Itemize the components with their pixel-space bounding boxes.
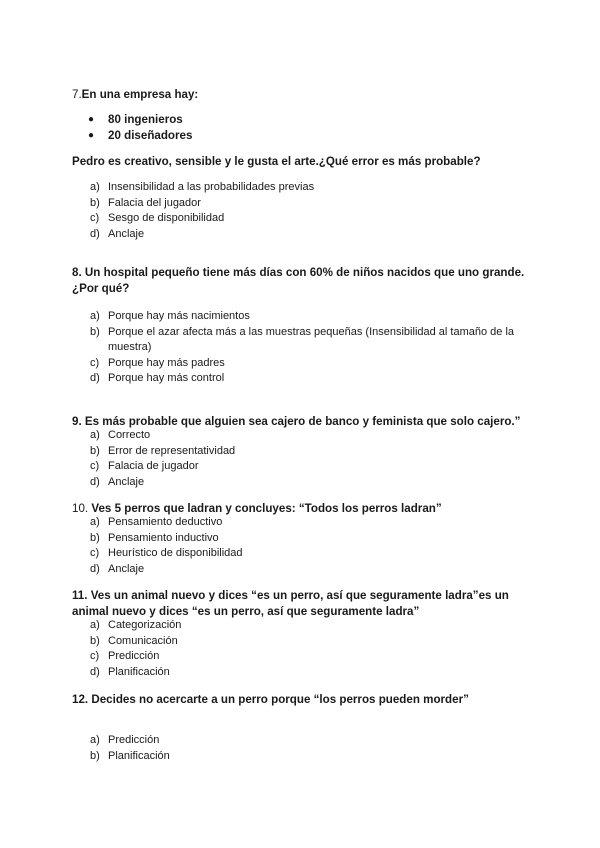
- question-10-options: [72, 515, 532, 577]
- option-item: [72, 428, 532, 444]
- option-letter: d): [90, 562, 100, 575]
- option-text: Heurístico de disponibilidad: [108, 547, 243, 559]
- question-7-sub-question: [72, 154, 532, 170]
- option-text: Sesgo de disponibilidad: [108, 212, 225, 224]
- question-7-number: 7.: [72, 88, 82, 101]
- option-text: Insensibilidad a las probabilidades previas: [108, 181, 315, 193]
- option-item: [72, 475, 532, 491]
- question-7-bullets: [72, 112, 532, 144]
- option-text: Error de representatividad: [108, 444, 236, 457]
- option-item: [72, 444, 532, 460]
- option-text: Porque hay más nacimientos: [108, 310, 250, 322]
- sub-question-text: Pedro es creativo, sensible y le gusta el arte.¿Qué error es más probable?: [72, 155, 481, 168]
- option-letter: d): [90, 372, 100, 384]
- option-letter: d): [90, 475, 100, 488]
- question-10-number: 10.: [72, 502, 89, 515]
- option-letter: b): [90, 634, 100, 647]
- question-12-options: [72, 733, 532, 764]
- bullet-text: 20 diseñadores: [108, 129, 193, 142]
- option-item: [72, 665, 532, 681]
- bullet-icon: ●: [88, 114, 95, 125]
- option-item: [72, 531, 532, 547]
- option-letter: c): [90, 547, 100, 559]
- question-7-title-text: En una empresa hay:: [81, 88, 199, 101]
- option-letter: a): [90, 310, 100, 322]
- option-item: [72, 515, 532, 531]
- option-item: [72, 371, 532, 387]
- option-item: [72, 227, 532, 243]
- bullet-text: 80 ingenieros: [108, 113, 183, 126]
- option-letter: c): [90, 212, 100, 224]
- option-letter: a): [90, 619, 100, 631]
- option-item: [72, 211, 532, 227]
- option-letter: a): [90, 516, 100, 528]
- option-text: Predicción: [108, 734, 160, 746]
- option-item: [72, 325, 532, 356]
- option-item: [72, 749, 532, 765]
- bullet-item: [72, 112, 532, 128]
- option-text: Categorización: [108, 619, 182, 631]
- question-12-title: 12. Decides no acercarte a un perro porque “los perros pueden morder”: [72, 693, 469, 706]
- question-8-options: [72, 309, 532, 387]
- question-8: [72, 265, 532, 297]
- option-item: [72, 618, 532, 634]
- option-letter: c): [90, 460, 100, 472]
- option-letter: a): [90, 734, 100, 746]
- question-8-title: [72, 265, 532, 297]
- question-11-title: [72, 588, 532, 620]
- option-text: Falacia del jugador: [108, 196, 201, 209]
- option-letter: c): [90, 650, 100, 662]
- option-letter: b): [90, 749, 100, 762]
- question-11: [72, 588, 532, 620]
- question-11-title-line-2: animal nuevo y dices “es un perro, así que seguramente ladra”: [72, 605, 420, 618]
- option-text: Porque hay más control: [108, 372, 225, 384]
- option-letter: d): [90, 227, 100, 240]
- question-7-options: [72, 180, 532, 242]
- bullet-item: [72, 128, 532, 144]
- option-item: [72, 309, 532, 325]
- option-text: Planificación: [108, 665, 170, 678]
- question-9-options: [72, 428, 532, 490]
- question-9-title: 9. Es más probable que alguien sea cajero de banco y feminista que solo cajero.”: [72, 415, 521, 428]
- option-item: [72, 356, 532, 372]
- option-text: Correcto: [108, 429, 151, 441]
- option-item: [72, 562, 532, 578]
- question-7: [72, 87, 532, 103]
- option-text: Anclaje: [108, 227, 145, 240]
- option-letter: b): [90, 196, 100, 209]
- option-text: Predicción: [108, 650, 160, 662]
- option-text: Falacia de jugador: [108, 460, 199, 472]
- option-text: Porque hay más padres: [108, 356, 225, 369]
- question-10-title-text: Ves 5 perros que ladran y concluyes: “Todos los perros ladran”: [91, 502, 442, 515]
- question-7-title: [72, 87, 532, 103]
- option-text: Comunicación: [108, 634, 178, 647]
- bullet-icon: ●: [88, 130, 95, 141]
- option-text: Planificación: [108, 749, 170, 762]
- option-letter: d): [90, 665, 100, 678]
- option-item: [72, 733, 532, 749]
- question-8-title-line-2: ¿Por qué?: [72, 282, 130, 295]
- question-11-title-line-1: 11. Ves un animal nuevo y dices “es un perro, así que seguramente ladra”es un: [72, 589, 509, 602]
- option-letter: b): [90, 325, 100, 338]
- option-text: Anclaje: [108, 562, 145, 575]
- question-12: [72, 692, 532, 708]
- option-letter: c): [90, 356, 100, 369]
- option-letter: b): [90, 531, 100, 544]
- option-item: [72, 196, 532, 212]
- option-item: [72, 634, 532, 650]
- option-text: Pensamiento inductivo: [108, 531, 219, 544]
- option-text: Anclaje: [108, 475, 145, 488]
- option-letter: b): [90, 444, 100, 457]
- option-item: [72, 649, 532, 665]
- question-8-title-line-1: 8. Un hospital pequeño tiene más días con 60% de niños nacidos que uno grande.: [72, 266, 525, 279]
- option-text: Porque el azar afecta más a las muestras pequeñas (Insensibilidad al tamaño de la muestra): [108, 325, 515, 353]
- option-letter: a): [90, 429, 100, 441]
- option-item: [72, 546, 532, 562]
- option-letter: a): [90, 181, 100, 193]
- option-text: Pensamiento deductivo: [108, 516, 223, 528]
- question-11-options: [72, 618, 532, 680]
- option-item: [72, 180, 532, 196]
- option-item: [72, 459, 532, 475]
